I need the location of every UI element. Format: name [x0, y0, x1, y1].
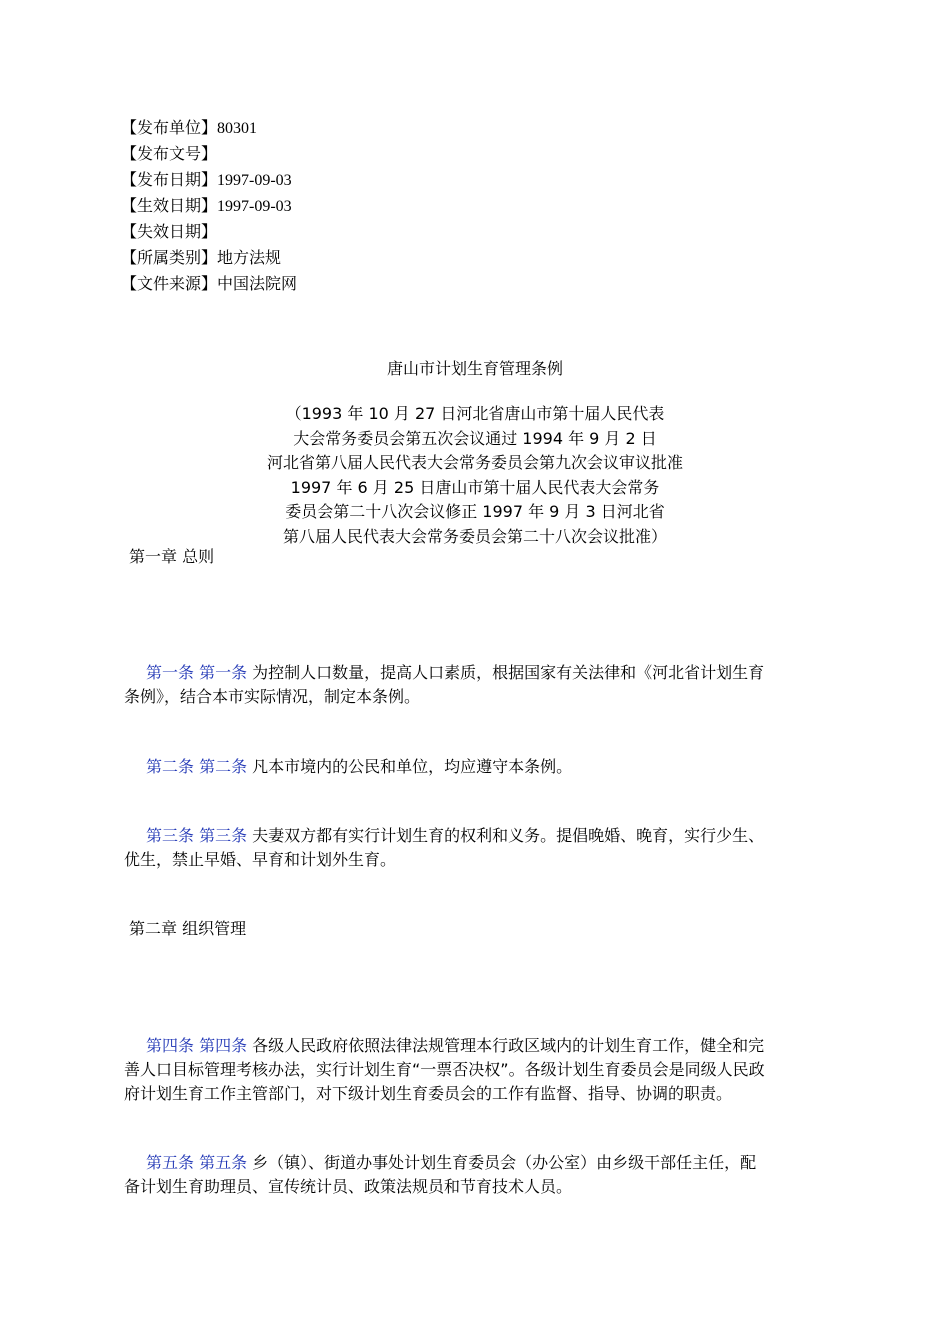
article-label: 第一条 第一条: [146, 663, 248, 682]
article-line: 府计划生育工作主管部门，对下级计划生育委员会的工作有监督、指导、协调的职责。: [124, 1084, 733, 1103]
article-4: [124, 1034, 829, 1106]
article-line: 条例》，结合本市实际情况，制定本条例。: [124, 687, 421, 706]
meta-row-expiry-date: [121, 219, 297, 245]
chapter-heading: 第二章 组织管理: [129, 919, 247, 938]
article-text: 乡（镇）、街道办事处计划生育委员会（办公室）由乡级干部任主任，配: [247, 1153, 757, 1172]
article-text: 各级人民政府依照法律法规管理本行政区域内的计划生育工作，健全和完: [247, 1036, 765, 1055]
article-label: 第二条 第二条: [146, 757, 248, 776]
article-text: 凡本市境内的公民和单位，均应遵守本条例。: [247, 757, 573, 776]
article-line: 备计划生育助理员、宣传统计员、政策法规员和节育技术人员。: [124, 1177, 573, 1196]
meta-label: 【生效日期】: [121, 196, 218, 215]
article-line: [124, 755, 829, 779]
article-text: 夫妻双方都有实行计划生育的权利和义务。提倡晚婚、晚育，实行少生、: [247, 826, 765, 845]
preamble: [0, 402, 950, 549]
article-1: [124, 661, 829, 709]
meta-label: 【失效日期】: [121, 222, 218, 241]
article-5: [124, 1151, 829, 1199]
meta-label: 【所属类别】: [121, 248, 218, 267]
article-label: 第五条 第五条: [146, 1153, 248, 1172]
article-3: [124, 824, 829, 872]
article-line: [124, 1151, 829, 1175]
meta-value: 80301: [217, 120, 258, 137]
preamble-line: 大会常务委员会第五次会议通过 1994 年 9 月 2 日: [293, 428, 657, 448]
preamble-line: 河北省第八届人民代表大会常务委员会第九次会议审议批准: [266, 453, 683, 472]
meta-label: 【文件来源】: [121, 274, 218, 293]
meta-row-category: [121, 245, 297, 271]
document-title: 唐山市计划生育管理条例: [386, 359, 563, 378]
preamble-line: 第八届人民代表大会常务委员会第二十八次会议批准）: [282, 526, 667, 546]
meta-label: 【发布文号】: [121, 144, 218, 163]
preamble-line: 委员会第二十八次会议修正 1997 年 9 月 3 日河北省: [285, 502, 665, 521]
meta-label: 【发布单位】: [121, 118, 218, 137]
article-line: 善人口目标管理考核办法，实行计划生育“一票否决权”。各级计划生育委员会是同级人民政: [124, 1060, 765, 1079]
meta-row-publish-date: [121, 167, 297, 193]
article-line: [124, 1034, 829, 1058]
preamble-line: （1993 年 10 月 27 日河北省唐山市第十届人民代表: [285, 404, 665, 423]
article-line: 优生，禁止早婚、早育和计划外生育。: [124, 850, 397, 869]
article-2: [124, 755, 829, 779]
article-line: [124, 661, 829, 685]
chapter-heading: 第一章 总则: [129, 547, 215, 566]
meta-row-source: [121, 271, 297, 297]
preamble-line: 1997 年 6 月 25 日唐山市第十届人民代表大会常务: [290, 477, 660, 497]
meta-value: 1997-09-03: [217, 172, 292, 189]
meta-row-effective-date: [121, 193, 297, 219]
article-line: [124, 824, 829, 848]
article-label: 第四条 第四条: [146, 1036, 248, 1055]
article-label: 第三条 第三条: [146, 826, 248, 845]
article-text: 为控制人口数量，提高人口素质，根据国家有关法律和《河北省计划生育: [247, 663, 765, 682]
meta-value: 中国法院网: [217, 276, 298, 293]
meta-value: 地方法规: [217, 250, 282, 267]
meta-value: 1997-09-03: [217, 198, 292, 215]
meta-row-doc-number: [121, 141, 297, 167]
meta-label: 【发布日期】: [121, 170, 218, 189]
document-metadata: [121, 115, 297, 297]
meta-row-publisher: [121, 115, 297, 141]
